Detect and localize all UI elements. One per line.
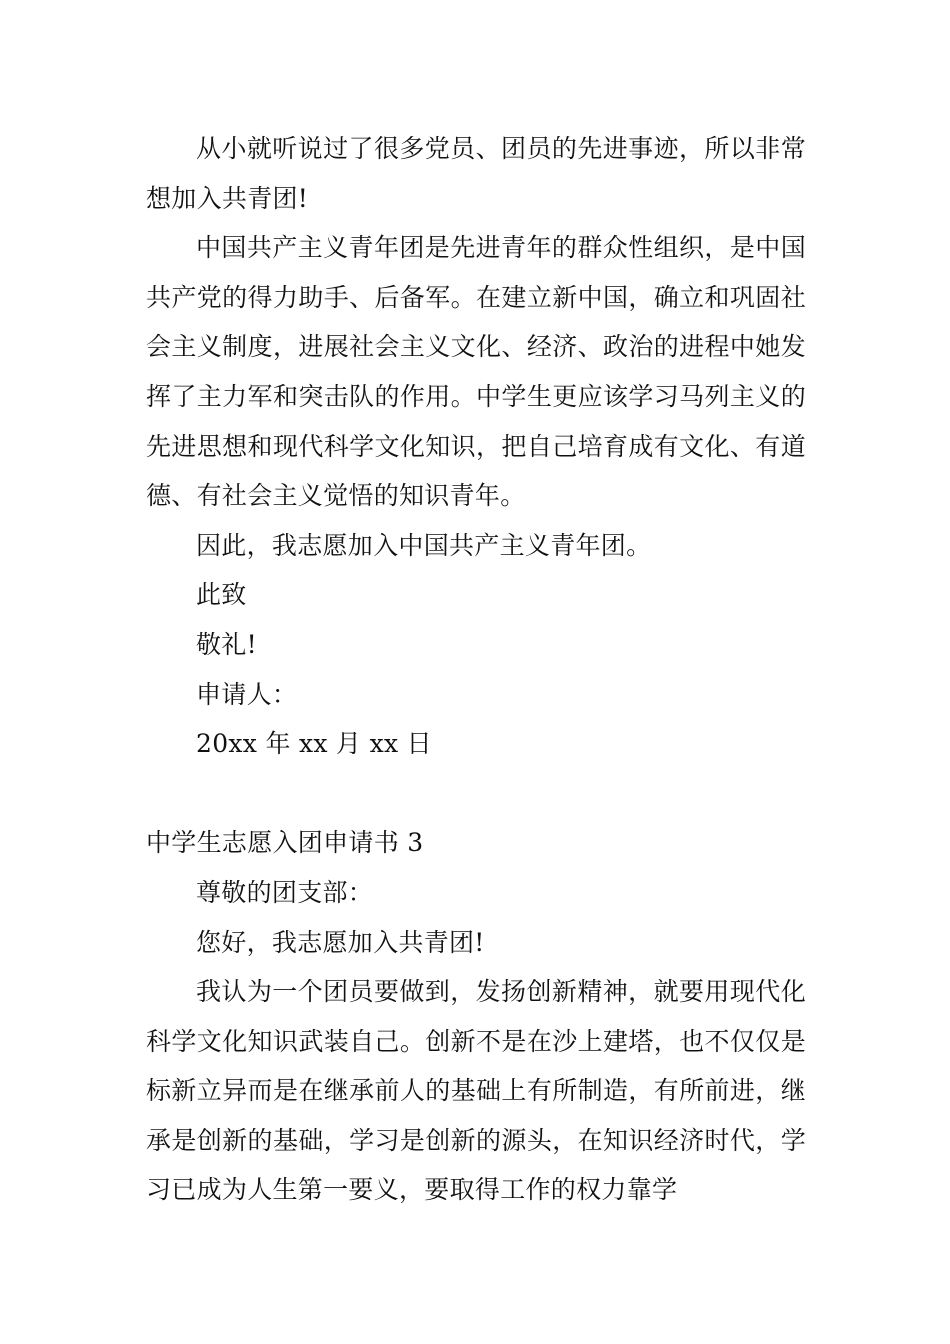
greeting-line: 尊敬的团支部： xyxy=(196,877,374,907)
spacer xyxy=(146,769,806,819)
paragraph: 因此，我志愿加入中国共产主义青年团。 xyxy=(196,530,652,560)
document-page xyxy=(146,124,806,1215)
paragraph: 您好，我志愿加入共青团! xyxy=(196,927,485,957)
paragraph: 中国共产主义青年团是先进青年的群众性组织，是中国共产党的得力助手、后备军。在建立新中国，确立和巩固社会主义制度，进展社会主义文化、经济、政治的进程中她发挥了主力军和突击队的作用。中学生更应该学习马列主义的先进思想和现代科学文化知识，把自己培育成有文化、有道德、有社会主义觉悟的知识青年。 xyxy=(146,233,806,511)
closing-regards: 敬礼! xyxy=(196,629,257,659)
applicant-line: 申请人： xyxy=(196,679,298,709)
section-title: 中学生志愿入团申请书 3 xyxy=(146,828,424,858)
date-line: 20xx 年 xx 月 xx 日 xyxy=(196,729,432,759)
paragraph: 我认为一个团员要做到，发扬创新精神，就要用现代化科学文化知识武装自己。创新不是在沙上建塔，也不仅仅是标新立异而是在继承前人的基础上有所制造，有所前进，继承是创新的基础，学习是创新的源头，在知识经济时代，学习已成为人生第一要义，要取得工作的权力靠学 xyxy=(146,977,806,1205)
paragraph: 从小就听说过了很多党员、团员的先进事迹，所以非常想加入共青团! xyxy=(146,134,806,213)
closing-salutation: 此致 xyxy=(196,580,247,610)
